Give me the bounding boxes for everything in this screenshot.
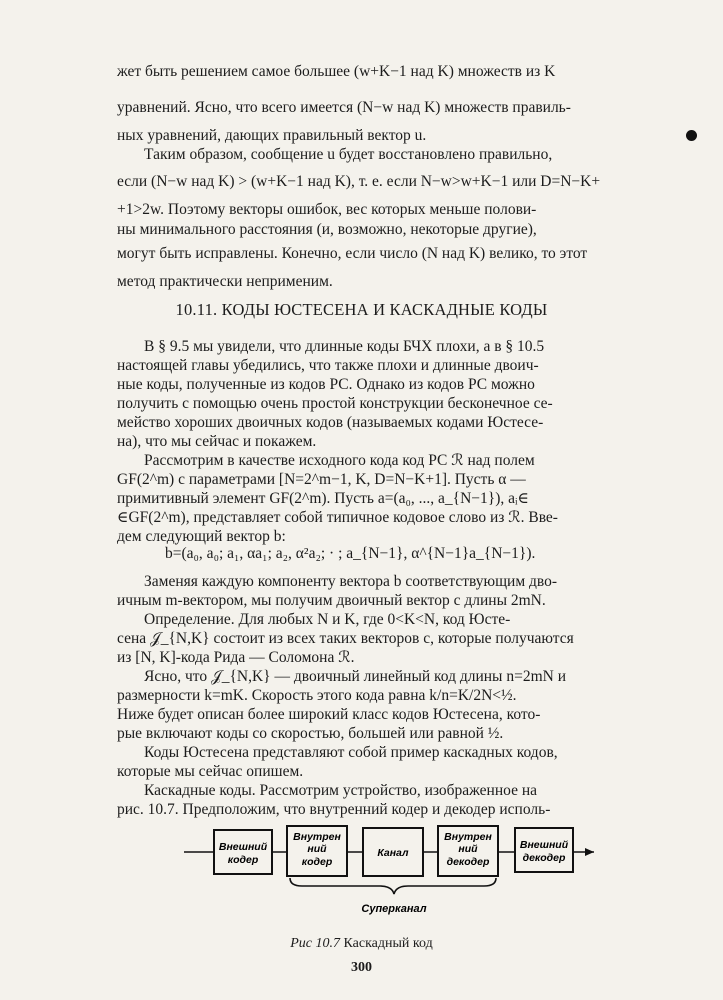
text-line: могут быть исправлены. Конечно, если число (N над K) велико, то этот <box>117 245 588 262</box>
text-line: настоящей главы убедились, что также плохи и длинные двоич- <box>117 357 539 374</box>
text-line: ∈GF(2^m), представляет собой типичное кодовое слово из ℛ. Вве- <box>117 509 558 526</box>
text-line: В § 9.5 мы увидели, что длинные коды БЧХ плохи, а в § 10.5 <box>144 338 545 355</box>
block-label: Канал <box>377 847 409 859</box>
end-of-proof-dot-icon <box>686 130 697 141</box>
block-inner-decoder <box>438 826 498 876</box>
definition-line: Определение. Для любых N и K, где 0<K<N, код Юсте- <box>144 611 511 628</box>
display-formula: b=(a₀, a₀; a₁, αa₁; a₂, α²a₂; · ; a_{N−1}, α^{N−1}a_{N−1}). <box>165 545 536 562</box>
block-label: кодер <box>227 854 259 866</box>
text-line: GF(2^m) с параметрами [N=2^m−1, K, D=N−K+1]. Пусть α — <box>117 471 526 488</box>
subsection-line: Каскадные коды. Рассмотрим устройство, изображенное на <box>144 782 538 799</box>
text-line: ных уравнений, дающих правильный вектор u. <box>117 127 427 144</box>
text-line: примитивный элемент GF(2^m). Пусть a=(a₀, ..., a_{N−1}), aᵢ∈ <box>117 490 530 507</box>
text-line: размерности k=mK. Скорость этого кода равна k/n=K/2N<½. <box>117 687 517 704</box>
text-line: которые мы сейчас опишем. <box>117 763 304 780</box>
text-line: рые включают коды со скоростью, большей или равной ½. <box>117 725 504 742</box>
text-line: Рассмотрим в качестве исходного кода код РС ℛ над полем <box>144 452 535 469</box>
block-label: ний <box>307 843 327 855</box>
block-outer-decoder <box>515 828 573 872</box>
superchannel-label: Суперканал <box>361 903 427 915</box>
text-line: сена 𝒥_{N,K} состоит из всех таких векторов c, которые получаются <box>117 630 574 647</box>
block-label: Внешний <box>218 841 268 853</box>
text-line: Ниже будет описан более широкий класс кодов Юстесена, кото- <box>117 706 541 723</box>
text-line: ичным m-вектором, мы получим двоичный вектор c длины 2mN. <box>117 592 546 609</box>
text-line: Заменяя каждую компоненту вектора b соответствующим дво- <box>144 573 558 590</box>
text-line: получить с помощью очень простой конструкции бесконечное се- <box>117 395 553 412</box>
arrow-head-icon <box>585 848 594 856</box>
block-label: Внешний <box>519 839 569 851</box>
text-line: из [N, K]-кода Рида — Соломона ℛ. <box>117 649 355 666</box>
block-label: Внутрен <box>293 831 341 843</box>
text-line: уравнений. Ясно, что всего имеется (N−w над K) множеств правиль- <box>117 99 571 116</box>
text-line: ны минимального расстояния (и, возможно, некоторые другие), <box>117 221 537 238</box>
section-heading: 10.11. КОДЫ ЮСТЕСЕНА И КАСКАДНЫЕ КОДЫ <box>175 300 548 319</box>
block-inner-encoder <box>287 826 347 876</box>
block-label: ний <box>458 843 478 855</box>
superchannel-brace-icon <box>290 878 496 894</box>
block-outer-encoder <box>214 830 272 874</box>
page-number: 300 <box>351 960 372 975</box>
text-line: Ясно, что 𝒥_{N,K} — двоичный линейный код длины n=2mN и <box>144 668 567 685</box>
text-line: ные коды, полученные из кодов РС. Однако из кодов РС можно <box>117 376 535 393</box>
figure-caption-text: Каскадный код <box>343 936 433 951</box>
text-line: Коды Юстесена представляют собой пример каскадных кодов, <box>144 744 558 761</box>
text-line: Таким образом, сообщение u будет восстановлено правильно, <box>144 146 553 163</box>
block-label: декодер <box>522 852 566 864</box>
text-line: жет быть решением самое большее (w+K−1 над K) множеств из K <box>117 63 556 80</box>
text-line: +1>2w. Поэтому векторы ошибок, вес которых меньше полови- <box>117 201 537 218</box>
block-label: Внутрен <box>444 831 492 843</box>
text-line: на), что мы сейчас и покажем. <box>117 433 317 450</box>
text-line: дем следующий вектор b: <box>117 528 286 545</box>
figure-caption-number: Рис 10.7 <box>290 936 341 951</box>
block-label: декодер <box>446 856 490 868</box>
text-line: метод практически неприменим. <box>117 273 333 290</box>
figure-caption <box>0 936 723 952</box>
text-line: если (N−w над K) > (w+K−1 над K), т. е. если N−w>w+K−1 или D=N−K+ <box>117 173 601 190</box>
text-line: рис. 10.7. Предположим, что внутренний кодер и декодер исполь- <box>117 801 551 818</box>
block-channel <box>363 828 423 876</box>
concatenated-code-diagram <box>180 820 600 930</box>
block-label: кодер <box>301 856 333 868</box>
text-line: мейство хороших двоичных кодов (называемых кодами Юстесе- <box>117 414 544 431</box>
